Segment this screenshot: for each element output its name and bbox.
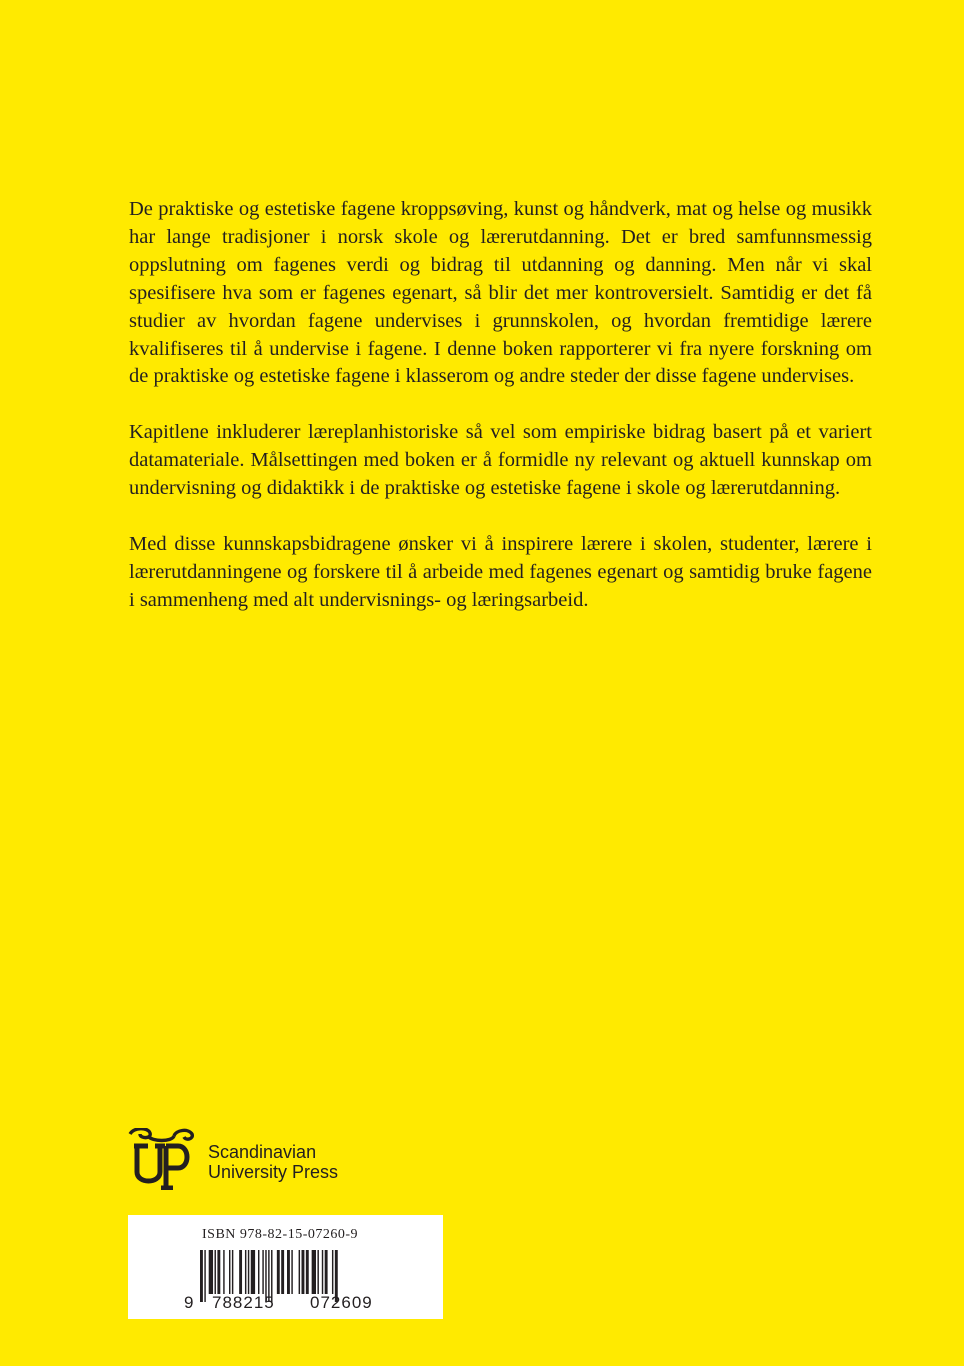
- publisher-block: [128, 1128, 338, 1190]
- barcode-digit-first: 9: [184, 1293, 195, 1312]
- isbn-barcode-box: [128, 1215, 443, 1319]
- back-cover-blurb: [129, 196, 872, 643]
- barcode-digits-left: 788215: [212, 1293, 275, 1312]
- blurb-paragraph-3: Med disse kunnskapsbidragene ønsker vi å inspirere lærere i skolen, studenter, lærere i lærerutdanningene og forskere til å arbeide med fagenes egenart og samtidig bruke fagene i sammenheng med alt undervisnings- og læringsarbeid.: [129, 533, 872, 611]
- blurb-paragraph-1: De praktiske og estetiske fagene kroppsøving, kunst og håndverk, mat og helse og musikk har lange tradisjoner i norsk skole og lærerutdanning. Det er bred samfunnsmessig oppslutning om fagenes verdi og bidrag til utdanning og danning. Men når vi skal spesifisere hva som er fagenes egenart, så blir det mer kontroversielt. Samtidig er det få studier av hvordan fagene undervises i grunnskolen, og hvordan fremtidige lærere kvalifiseres til å undervise i fagene. I denne boken rapporterer vi fra nyere forskning om de praktiske og estetiske fagene i klasserom og andre steder der disse fagene undervises.: [129, 198, 872, 388]
- isbn-text: ISBN 978-82-15-07260-9: [202, 1227, 359, 1242]
- publisher-name-line-2: University Press: [208, 1162, 339, 1182]
- sup-logo-icon: [128, 1128, 194, 1190]
- publisher-name-line-1: Scandinavian: [208, 1142, 317, 1162]
- blurb-paragraph-2: Kapitlene inkluderer læreplanhistoriske så vel som empiriske bidrag basert på et variert datamateriale. Målsettingen med boken er å formidle ny relevant og aktuell kunnskap om undervisning og didaktikk i de praktiske og estetiske fagene i skole og lærerutdanning.: [129, 421, 872, 500]
- barcode-digits-right: 072609: [310, 1293, 373, 1312]
- publisher-name: [208, 1142, 338, 1182]
